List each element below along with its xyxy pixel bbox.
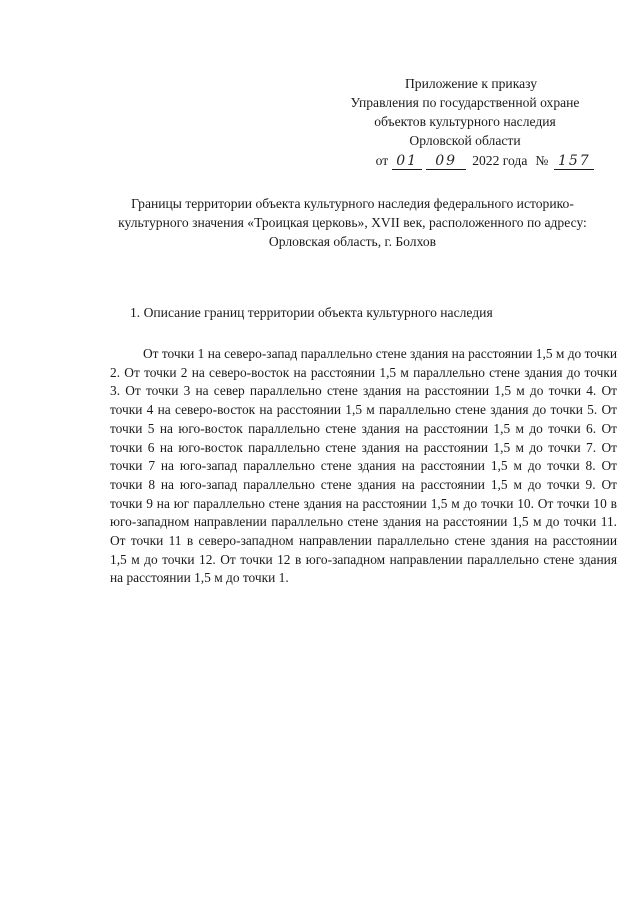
boundary-description-paragraph: От точки 1 на северо-запад параллельно стене здания на расстоянии 1,5 м до точки 2. От точки 2 на северо-восток на расстоянии 1,5 м параллельно стене здания до точки 3. От точки 3 на север параллельно стене здания на расстоянии 1,5 м до точки 4. От точки 4 на северо-восток на расстоянии 1,5 м параллельно стене здания до точки 5. От точки 5 на юго-восток параллельно стене здания на расстоянии 1,5 м до точки 6. От точки 6 на юго-восток параллельно стене здания на расстоянии 1,5 м до точки 7. От точки 7 на юго-запад параллельно стене здания на расстоянии 1,5 м до точки 8. От точки 8 на юго-запад параллельно стене здания на расстоянии 1,5 м до точки 9. От точки 9 на юг параллельно стене здания на расстоянии 1,5 м до точки 10. От точки 10 в юго-западном направлении параллельно стене здания на расстоянии 1,5 м до точки 11. От точки 11 в северо-западном направлении параллельно стене здания на расстоянии 1,5 м до точки 12. От точки 12 в юго-западном направлении параллельно стене здания на расстоянии 1,5 м до точки 1. bbox=[110, 346, 617, 586]
date-prefix: от bbox=[375, 153, 389, 168]
order-number-handwritten: 157 bbox=[554, 153, 594, 170]
appendix-line-4: Орловской области bbox=[409, 133, 521, 148]
order-date-line bbox=[300, 151, 630, 170]
title-line-2: культурного значения «Троицкая церковь», XVII век, расположенного по адресу: bbox=[118, 215, 587, 230]
appendix-header bbox=[300, 74, 630, 170]
section-heading: 1. Описание границ территории объекта культурного наследия bbox=[130, 305, 493, 320]
date-month-handwritten: 09 bbox=[426, 153, 466, 170]
title-line-3: Орловская область, г. Болхов bbox=[268, 234, 437, 249]
number-sign: № bbox=[535, 153, 549, 168]
title-line-1: Границы территории объекта культурного наследия федерального историко- bbox=[131, 196, 574, 211]
appendix-line-3: объектов культурного наследия bbox=[374, 114, 556, 129]
appendix-line-2: Управления по государственной охране bbox=[350, 95, 580, 110]
appendix-line-1: Приложение к приказу bbox=[404, 76, 538, 91]
date-year: 2022 года bbox=[472, 153, 528, 168]
date-day-handwritten: 01 bbox=[392, 153, 422, 170]
document-title bbox=[80, 194, 625, 251]
